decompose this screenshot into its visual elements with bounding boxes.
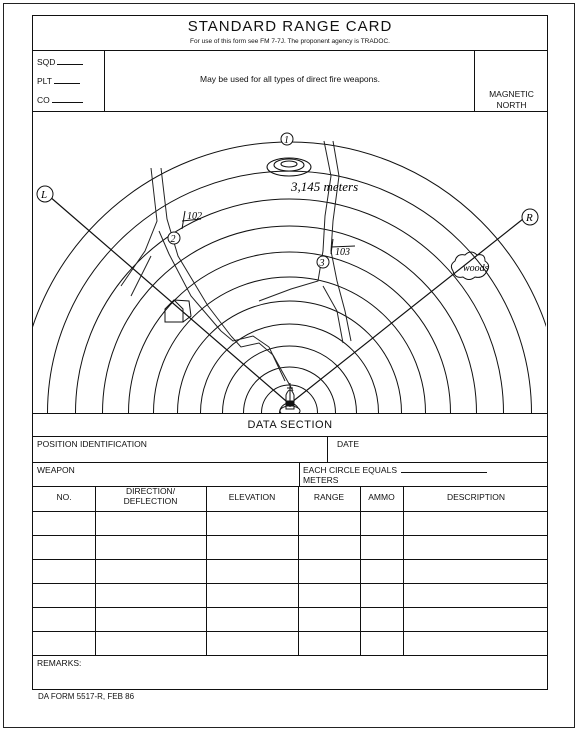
target-1-number: 1 (284, 135, 289, 146)
circle-equals-field[interactable] (303, 465, 487, 485)
form-subtitle: For use of this form see FM 7-7J. The proponent agency is TRADOC. (190, 38, 390, 45)
left-limit-letter: L (41, 189, 48, 201)
date-field[interactable] (328, 436, 549, 462)
range-circle (76, 199, 504, 413)
form-number: DA FORM 5517-R, FEB 86 (38, 692, 135, 701)
target-3-range: 103 (335, 247, 350, 258)
circle-equals-label: EACH CIRCLE EQUALS (303, 465, 397, 475)
magnetic-label: MAGNETIC (489, 89, 534, 99)
right-sector-limit (290, 219, 524, 404)
range-circle (48, 171, 532, 413)
col-header-no: NO. (56, 492, 72, 502)
road-right-edge (161, 168, 231, 336)
position-id-label: POSITION IDENTIFICATION (37, 439, 147, 449)
table-row[interactable] (33, 535, 549, 559)
title-divider (33, 50, 547, 51)
col-header-direction (95, 486, 206, 506)
co-field[interactable] (37, 95, 83, 105)
table-row[interactable] (33, 511, 549, 535)
position-id-field[interactable] (33, 436, 327, 462)
sqd-field[interactable] (37, 57, 83, 67)
table-row[interactable] (33, 607, 549, 631)
target-1-hill (267, 158, 311, 176)
data-section-title: DATA SECTION (247, 419, 333, 431)
trail-to-weapon (269, 347, 293, 391)
sqd-blank[interactable] (57, 64, 83, 65)
right-limit-letter: R (526, 212, 533, 224)
stream-branch (323, 141, 351, 343)
north-label: NORTH (496, 100, 527, 110)
meters-label: METERS (303, 475, 339, 485)
co-blank[interactable] (52, 102, 83, 103)
target-3-number: 3 (319, 258, 325, 269)
sqd-label: SQD (37, 57, 56, 67)
target-1-range: 3,145 meters (291, 179, 359, 194)
remarks-field[interactable] (33, 655, 549, 689)
weapon-divider (299, 462, 300, 486)
co-label: CO (37, 95, 50, 105)
target-2-range: 102 (187, 211, 202, 222)
plt-label: PLT (37, 76, 52, 86)
sector-sketch (33, 111, 546, 413)
col-header-direction-line2: DEFLECTION (123, 496, 178, 506)
plt-blank[interactable] (54, 83, 80, 84)
sketch-bottom-border (33, 413, 547, 414)
weapon-label: WEAPON (37, 465, 75, 475)
house-icon (165, 300, 191, 322)
col-header-elevation: ELEVATION (228, 492, 276, 502)
table-row[interactable] (33, 583, 549, 607)
date-label: DATE (337, 439, 360, 449)
target-2-number: 2 (170, 234, 176, 245)
weapon-field[interactable] (33, 462, 299, 486)
col-header-direction-line1: DIRECTION/ (125, 486, 176, 496)
form-title: STANDARD RANGE CARD (187, 18, 393, 35)
col-header-range: RANGE (313, 492, 345, 502)
remarks-label: REMARKS: (37, 658, 82, 668)
col-header-description: DESCRIPTION (446, 492, 506, 502)
weapon-note: May be used for all types of direct fire weapons. (199, 74, 380, 84)
range-card-form (32, 15, 548, 690)
table-row[interactable] (33, 559, 549, 583)
table-row[interactable] (33, 631, 549, 655)
woods-label: woods (463, 263, 489, 274)
magnetic-north-box[interactable] (474, 89, 549, 111)
plt-field[interactable] (37, 76, 80, 86)
circle-equals-blank[interactable] (401, 472, 487, 473)
col-header-ammo: AMMO (368, 492, 395, 502)
